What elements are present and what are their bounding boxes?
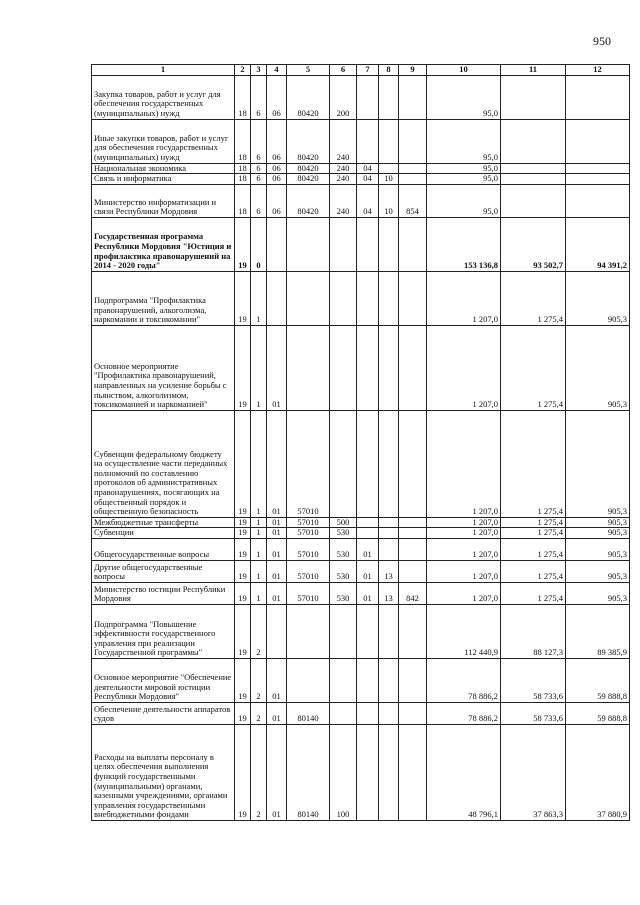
row-name: Иные закупки товаров, работ и услуг для обеспечения государственных (муниципальных) нужд <box>92 119 235 163</box>
target-code: 80140 <box>287 702 330 724</box>
subsection-code: 1 <box>251 271 267 325</box>
column-header-3: 3 <box>251 65 267 76</box>
column-header-8: 8 <box>379 65 399 76</box>
chapter-code <box>357 271 379 325</box>
table-row <box>92 560 630 582</box>
table-row <box>92 119 630 163</box>
target-code: 57010 <box>287 517 330 528</box>
target-code: 80140 <box>287 724 330 820</box>
row-name: Субвенции <box>92 528 235 539</box>
expense-type: 240 <box>330 174 357 185</box>
amount-col12 <box>566 184 630 217</box>
section-num <box>379 119 399 163</box>
amount-col12: 905,3 <box>566 325 630 410</box>
row-name: Подпрограмма "Повышение эффективности государственного управления при реализации Государственной программы" <box>92 604 235 658</box>
section-num <box>379 271 399 325</box>
amount-col10: 95,0 <box>427 184 501 217</box>
dept-code <box>399 271 427 325</box>
row-name: Министерство юстиции Республики Мордовия <box>92 582 235 604</box>
table-row <box>92 604 630 658</box>
program-code: 01 <box>267 724 287 820</box>
expense-type: 500 <box>330 517 357 528</box>
expense-type: 530 <box>330 538 357 560</box>
amount-col12: 89 385,9 <box>566 604 630 658</box>
program-code: 01 <box>267 325 287 410</box>
row-name: Расходы на выплаты персоналу в целях обеспечения выполнения функций государственными (муниципальными) органами, казенными учреждениями, органами управления государственными внебюджетными фондами <box>92 724 235 820</box>
row-name: Общегосударственные вопросы <box>92 538 235 560</box>
table-row <box>92 517 630 528</box>
dept-code <box>399 119 427 163</box>
dept-code <box>399 217 427 271</box>
dept-code <box>399 75 427 119</box>
dept-code <box>399 538 427 560</box>
table-row <box>92 184 630 217</box>
target-code: 57010 <box>287 560 330 582</box>
amount-col12: 59 888,8 <box>566 658 630 702</box>
section-code: 19 <box>235 217 251 271</box>
subsection-code: 0 <box>251 217 267 271</box>
section-num <box>379 658 399 702</box>
section-num <box>379 604 399 658</box>
program-code: 01 <box>267 517 287 528</box>
section-code: 18 <box>235 184 251 217</box>
row-name: Основное мероприятие "Обеспечение деятельности мировой юстиции Республики Мордовия" <box>92 658 235 702</box>
expense-type: 530 <box>330 560 357 582</box>
row-name: Министерство информатизации и связи Республики Мордовия <box>92 184 235 217</box>
dept-code: 842 <box>399 582 427 604</box>
section-code: 19 <box>235 538 251 560</box>
subsection-code: 6 <box>251 174 267 185</box>
amount-col12: 37 880,9 <box>566 724 630 820</box>
amount-col10: 78 886,2 <box>427 702 501 724</box>
program-code: 01 <box>267 410 287 517</box>
amount-col11: 93 502,7 <box>501 217 566 271</box>
table-row <box>92 538 630 560</box>
expense-type: 240 <box>330 119 357 163</box>
subsection-code: 1 <box>251 582 267 604</box>
expense-type <box>330 658 357 702</box>
amount-col12: 905,3 <box>566 528 630 539</box>
row-name: Связь и информатика <box>92 174 235 185</box>
section-num <box>379 217 399 271</box>
amount-col11 <box>501 163 566 174</box>
row-name: Субвенции федеральному бюджету на осуществление части переданных полномочий по составлению протоколов об административных правонарушениях, посягающих на общественный порядок и общественную безопасность <box>92 410 235 517</box>
section-code: 19 <box>235 702 251 724</box>
amount-col10: 1 207,0 <box>427 538 501 560</box>
section-num <box>379 528 399 539</box>
amount-col11: 1 275,4 <box>501 271 566 325</box>
subsection-code: 1 <box>251 410 267 517</box>
program-code: 06 <box>267 174 287 185</box>
amount-col10: 48 796,1 <box>427 724 501 820</box>
amount-col11: 1 275,4 <box>501 528 566 539</box>
section-num <box>379 538 399 560</box>
amount-col10: 112 440,9 <box>427 604 501 658</box>
amount-col10: 78 886,2 <box>427 658 501 702</box>
chapter-code: 04 <box>357 184 379 217</box>
program-code: 06 <box>267 119 287 163</box>
header-row <box>92 65 630 76</box>
table-row <box>92 271 630 325</box>
table-row <box>92 528 630 539</box>
section-code: 18 <box>235 174 251 185</box>
program-code <box>267 217 287 271</box>
program-code: 06 <box>267 184 287 217</box>
chapter-code: 04 <box>357 163 379 174</box>
section-num <box>379 325 399 410</box>
target-code: 80420 <box>287 163 330 174</box>
amount-col10: 1 207,0 <box>427 325 501 410</box>
amount-col10: 95,0 <box>427 163 501 174</box>
amount-col11: 37 863,3 <box>501 724 566 820</box>
subsection-code: 6 <box>251 75 267 119</box>
table-row <box>92 410 630 517</box>
page-number: 950 <box>593 34 611 48</box>
expense-type: 240 <box>330 163 357 174</box>
dept-code <box>399 702 427 724</box>
expense-type <box>330 271 357 325</box>
amount-col10: 1 207,0 <box>427 271 501 325</box>
amount-col11: 1 275,4 <box>501 582 566 604</box>
target-code: 57010 <box>287 582 330 604</box>
section-num: 10 <box>379 174 399 185</box>
section-num <box>379 702 399 724</box>
dept-code <box>399 517 427 528</box>
target-code: 57010 <box>287 410 330 517</box>
amount-col11: 58 733,6 <box>501 702 566 724</box>
subsection-code: 2 <box>251 604 267 658</box>
expense-type <box>330 410 357 517</box>
row-name: Межбюджетные трансферты <box>92 517 235 528</box>
program-code: 01 <box>267 582 287 604</box>
amount-col11: 1 275,4 <box>501 325 566 410</box>
amount-col11: 58 733,6 <box>501 658 566 702</box>
table-row <box>92 582 630 604</box>
dept-code <box>399 604 427 658</box>
target-code <box>287 325 330 410</box>
expense-type: 530 <box>330 528 357 539</box>
program-code: 01 <box>267 702 287 724</box>
target-code: 57010 <box>287 528 330 539</box>
section-code: 18 <box>235 75 251 119</box>
chapter-code: 04 <box>357 174 379 185</box>
amount-col11: 1 275,4 <box>501 560 566 582</box>
amount-col11 <box>501 75 566 119</box>
section-code: 19 <box>235 517 251 528</box>
subsection-code: 1 <box>251 560 267 582</box>
amount-col10: 1 207,0 <box>427 560 501 582</box>
expense-type: 530 <box>330 582 357 604</box>
column-header-7: 7 <box>357 65 379 76</box>
subsection-code: 6 <box>251 163 267 174</box>
amount-col12 <box>566 119 630 163</box>
chapter-code: 01 <box>357 582 379 604</box>
target-code <box>287 604 330 658</box>
target-code <box>287 217 330 271</box>
section-num <box>379 517 399 528</box>
dept-code <box>399 528 427 539</box>
table-body <box>92 75 630 820</box>
chapter-code <box>357 217 379 271</box>
row-name: Подпрограмма "Профилактика правонарушений, алкоголизма, наркомании и токсикомании" <box>92 271 235 325</box>
section-num <box>379 724 399 820</box>
table-row <box>92 163 630 174</box>
row-name: Национальная экономика <box>92 163 235 174</box>
chapter-code <box>357 724 379 820</box>
subsection-code: 6 <box>251 184 267 217</box>
subsection-code: 1 <box>251 517 267 528</box>
dept-code <box>399 174 427 185</box>
dept-code <box>399 325 427 410</box>
amount-col12 <box>566 75 630 119</box>
amount-col11: 1 275,4 <box>501 517 566 528</box>
amount-col10: 95,0 <box>427 174 501 185</box>
section-num: 10 <box>379 184 399 217</box>
dept-code: 854 <box>399 184 427 217</box>
dept-code <box>399 163 427 174</box>
amount-col11 <box>501 119 566 163</box>
table-row <box>92 174 630 185</box>
dept-code <box>399 410 427 517</box>
amount-col10: 1 207,0 <box>427 410 501 517</box>
table-row <box>92 217 630 271</box>
expense-type <box>330 702 357 724</box>
expense-type <box>330 604 357 658</box>
subsection-code: 1 <box>251 528 267 539</box>
amount-col11 <box>501 174 566 185</box>
amount-col11 <box>501 184 566 217</box>
amount-col12: 905,3 <box>566 538 630 560</box>
amount-col11: 88 127,3 <box>501 604 566 658</box>
amount-col10: 1 207,0 <box>427 528 501 539</box>
section-num: 13 <box>379 560 399 582</box>
row-name: Другие общегосударственные вопросы <box>92 560 235 582</box>
amount-col10: 153 136,8 <box>427 217 501 271</box>
chapter-code <box>357 528 379 539</box>
amount-col11: 1 275,4 <box>501 410 566 517</box>
program-code: 01 <box>267 560 287 582</box>
column-header-12: 12 <box>566 65 630 76</box>
program-code <box>267 271 287 325</box>
chapter-code <box>357 604 379 658</box>
column-header-6: 6 <box>330 65 357 76</box>
subsection-code: 2 <box>251 658 267 702</box>
table-row <box>92 724 630 820</box>
program-code: 01 <box>267 528 287 539</box>
chapter-code <box>357 119 379 163</box>
section-code: 19 <box>235 528 251 539</box>
section-code: 19 <box>235 658 251 702</box>
program-code: 06 <box>267 163 287 174</box>
target-code <box>287 271 330 325</box>
target-code <box>287 658 330 702</box>
budget-table <box>91 64 630 821</box>
section-code: 19 <box>235 560 251 582</box>
amount-col10: 95,0 <box>427 119 501 163</box>
amount-col12 <box>566 163 630 174</box>
section-num <box>379 75 399 119</box>
amount-col12: 59 888,8 <box>566 702 630 724</box>
subsection-code: 2 <box>251 724 267 820</box>
subsection-code: 1 <box>251 325 267 410</box>
column-header-11: 11 <box>501 65 566 76</box>
table-row <box>92 658 630 702</box>
column-header-1: 1 <box>92 65 235 76</box>
chapter-code <box>357 517 379 528</box>
dept-code <box>399 658 427 702</box>
column-header-10: 10 <box>427 65 501 76</box>
expense-type: 200 <box>330 75 357 119</box>
amount-col12: 905,3 <box>566 582 630 604</box>
target-code: 80420 <box>287 75 330 119</box>
section-num <box>379 163 399 174</box>
subsection-code: 1 <box>251 538 267 560</box>
program-code <box>267 604 287 658</box>
expense-type <box>330 217 357 271</box>
target-code: 57010 <box>287 538 330 560</box>
chapter-code <box>357 702 379 724</box>
amount-col12: 905,3 <box>566 517 630 528</box>
dept-code <box>399 724 427 820</box>
section-code: 18 <box>235 119 251 163</box>
section-code: 18 <box>235 163 251 174</box>
amount-col11: 1 275,4 <box>501 538 566 560</box>
section-code: 19 <box>235 271 251 325</box>
expense-type: 240 <box>330 184 357 217</box>
dept-code <box>399 560 427 582</box>
column-header-2: 2 <box>235 65 251 76</box>
section-num <box>379 410 399 517</box>
chapter-code <box>357 658 379 702</box>
row-name: Обеспечение деятельности аппаратов судов <box>92 702 235 724</box>
amount-col12: 905,3 <box>566 410 630 517</box>
expense-type <box>330 325 357 410</box>
amount-col12 <box>566 174 630 185</box>
chapter-code <box>357 325 379 410</box>
section-code: 19 <box>235 604 251 658</box>
table-row <box>92 702 630 724</box>
amount-col10: 1 207,0 <box>427 582 501 604</box>
amount-col12: 905,3 <box>566 271 630 325</box>
table-row <box>92 75 630 119</box>
chapter-code <box>357 75 379 119</box>
subsection-code: 6 <box>251 119 267 163</box>
row-name: Закупка товаров, работ и услуг для обеспечения государственных (муниципальных) нужд <box>92 75 235 119</box>
column-header-9: 9 <box>399 65 427 76</box>
chapter-code: 01 <box>357 538 379 560</box>
target-code: 80420 <box>287 119 330 163</box>
subsection-code: 2 <box>251 702 267 724</box>
section-code: 19 <box>235 325 251 410</box>
expense-type: 100 <box>330 724 357 820</box>
section-code: 19 <box>235 582 251 604</box>
program-code: 06 <box>267 75 287 119</box>
chapter-code: 01 <box>357 560 379 582</box>
amount-col12: 94 391,2 <box>566 217 630 271</box>
row-name: Государственная программа Республики Мордовия "Юстиция и профилактика правонарушений на 2014 - 2020 годы" <box>92 217 235 271</box>
chapter-code <box>357 410 379 517</box>
section-code: 19 <box>235 410 251 517</box>
program-code: 01 <box>267 658 287 702</box>
table-row <box>92 325 630 410</box>
target-code: 80420 <box>287 174 330 185</box>
section-num: 13 <box>379 582 399 604</box>
amount-col12: 905,3 <box>566 560 630 582</box>
row-name: Основное мероприятие "Профилактика правонарушений, направленных на усиление борьбы с пьянством, алкоголизмом, токсикоманией и наркоманией" <box>92 325 235 410</box>
target-code: 80420 <box>287 184 330 217</box>
amount-col10: 1 207,0 <box>427 517 501 528</box>
amount-col10: 95,0 <box>427 75 501 119</box>
section-code: 19 <box>235 724 251 820</box>
column-header-5: 5 <box>287 65 330 76</box>
program-code: 01 <box>267 538 287 560</box>
column-header-4: 4 <box>267 65 287 76</box>
